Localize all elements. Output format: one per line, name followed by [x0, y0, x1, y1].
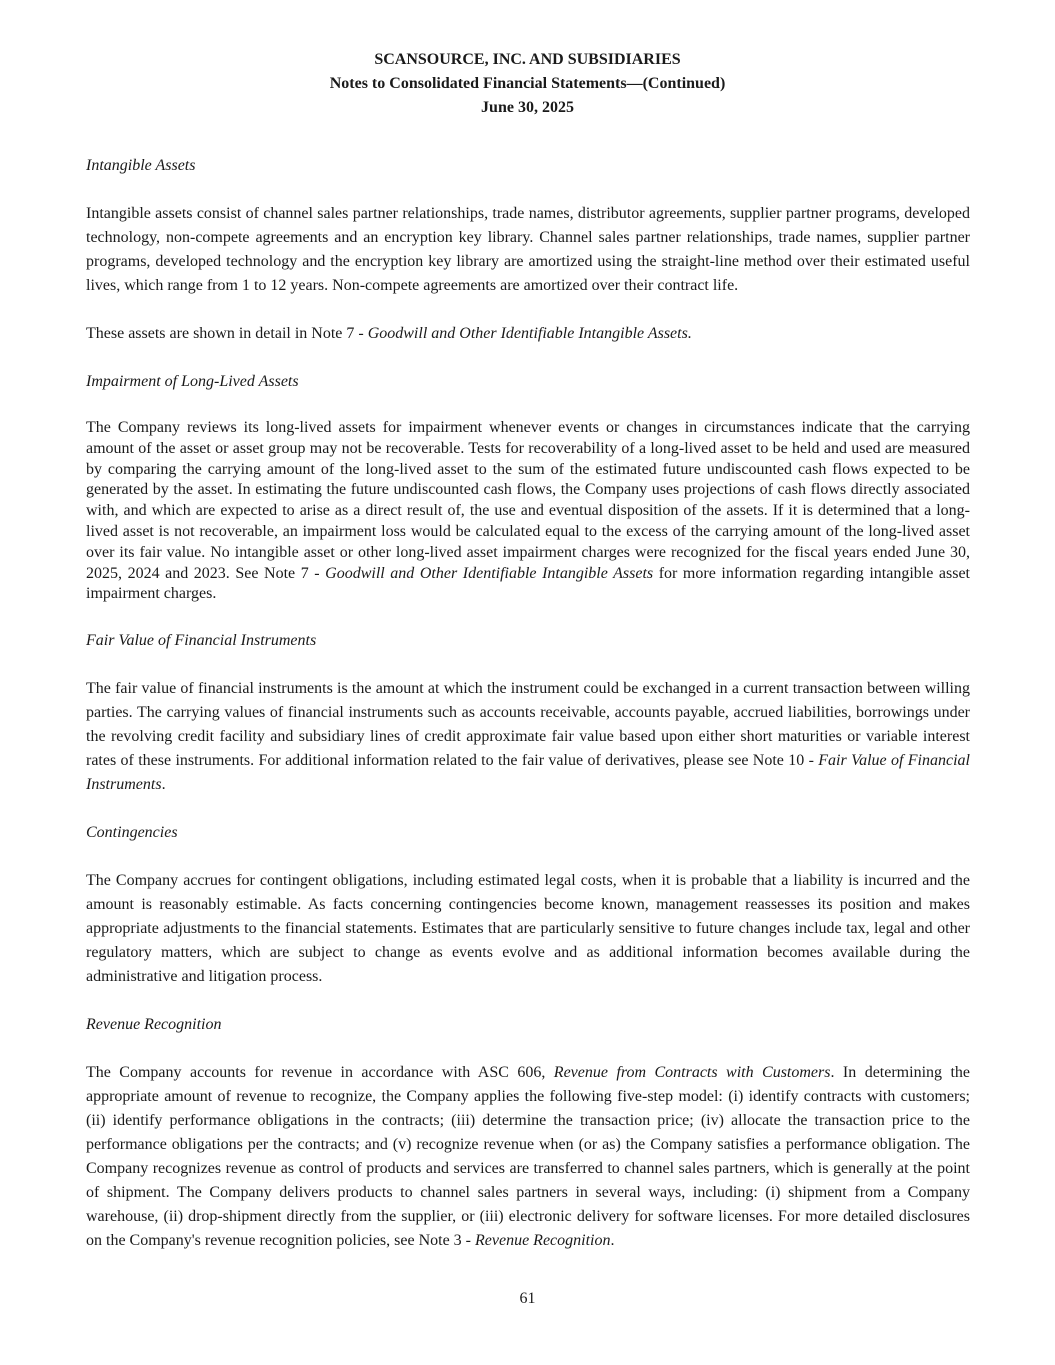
page-number: 61 [519, 1290, 536, 1307]
revenue-text-end: . [610, 1232, 615, 1250]
page-content [86, 154, 970, 1277]
revenue-text: . In determining the appropriate amount of revenue to recognize, the Company applies the following five-step model: (i) identify contracts with customers; (ii) identify performance obligations in the contracts; (iii) determine the transaction price; (iv) allocate the transaction price to the performance obligations per the contracts; and (v) recognize revenue when (or as) the Company satisfies a performance obligation. The Company recognizes revenue as control of products and services are transferred to channel sales partners, which is generally at the point of shipment. The Company delivers products to channel sales partners in several ways, including: (i) shipment from a Company warehouse, (ii) drop-shipment directly from the supplier, or (iii) electronic delivery for software licenses. For more detailed disclosures on the Company's revenue recognition policies, see Note 3 - [86, 1064, 970, 1250]
impairment-text: The Company reviews its long-lived assets for impairment whenever events or changes in circumstances indicate that the carrying amount of the asset or asset group may not be recoverable. Tests for recoverability of a long-lived asset to be held and used are measured by comparing the carrying amount of the long-lived asset to the sum of the estimated future undiscounted cash flows expected to be generated by the asset. In estimating the future undiscounted cash flows, the Company uses projections of cash flows directly associated with, and which are expected to arise as a direct result of, the use and eventual disposition of the assets. If it is determined that a long-lived asset is not recoverable, an impairment loss would be calculated equal to the excess of the carrying amount of the long-lived asset over its fair value. No intangible asset or other long-lived asset impairment charges were recognized for the fiscal years ended June 30, 2025, 2024 and 2023. See Note 7 - [86, 419, 970, 582]
page-header [0, 48, 1055, 120]
fair-value-text: The fair value of financial instruments is the amount at which the instrument could be exchanged in a current transaction between willing parties. The carrying values of financial instruments such as accounts receivable, accounts payable, accrued liabilities, borrowings under the revolving credit facility and subsidiary lines of credit approximate fair value based upon either short maturities or variable interest rates of these instruments. For additional information related to the fair value of derivatives, please see Note 10 - [86, 680, 970, 770]
fair-value-paragraph [86, 677, 970, 797]
notes-title: Notes to Consolidated Financial Statements—(Continued) [329, 75, 726, 92]
company-name: SCANSOURCE, INC. AND SUBSIDIARIES [374, 51, 681, 68]
revenue-recognition-paragraph [86, 1061, 970, 1253]
impairment-paragraph [86, 418, 970, 605]
standard-reference: Revenue from Contracts with Customers [553, 1064, 831, 1082]
revenue-recognition-heading: Revenue Recognition [86, 1016, 222, 1034]
report-date: June 30, 2025 [481, 99, 574, 116]
fair-value-text-end: . [161, 776, 166, 794]
fair-value-heading: Fair Value of Financial Instruments [86, 632, 317, 650]
intangible-assets-reference [86, 322, 970, 346]
intangible-assets-heading: Intangible Assets [86, 157, 196, 174]
note-reference: Revenue Recognition [475, 1232, 611, 1250]
reference-lead-text: These assets are shown in detail in Note 7 - [86, 325, 368, 342]
note-reference: Fair Value of Financial Instruments [86, 752, 970, 794]
impairment-heading: Impairment of Long-Lived Assets [86, 373, 299, 390]
contingencies-paragraph: The Company accrues for contingent obligations, including estimated legal costs, when it is probable that a liability is incurred and the amount is reasonably estimable. As facts concerning contingencies become known, management reassesses its position and makes appropriate adjustments to the financial statements. Estimates that are particularly sensitive to future changes include tax, legal and other regulatory matters, which are subject to change as events evolve and as additional information becomes available during the administrative and litigation process. [86, 872, 970, 986]
intangible-assets-paragraph: Intangible assets consist of channel sales partner relationships, trade names, distributor agreements, supplier partner programs, developed technology, non-compete agreements and an encryption key library. Channel sales partner relationships, trade names, supplier partner programs, developed technology and the encryption key library are amortized using the straight-line method over their estimated useful lives, which range from 1 to 12 years. Non-compete agreements are amortized over their contract life. [86, 205, 970, 294]
note-reference: Goodwill and Other Identifiable Intangible Assets [325, 564, 654, 582]
note-reference: Goodwill and Other Identifiable Intangible Assets. [367, 325, 692, 342]
revenue-text-lead: The Company accounts for revenue in accordance with ASC 606, [86, 1064, 554, 1082]
impairment-text-end: for more information regarding intangible asset impairment charges. [86, 564, 971, 603]
contingencies-heading: Contingencies [86, 824, 178, 842]
